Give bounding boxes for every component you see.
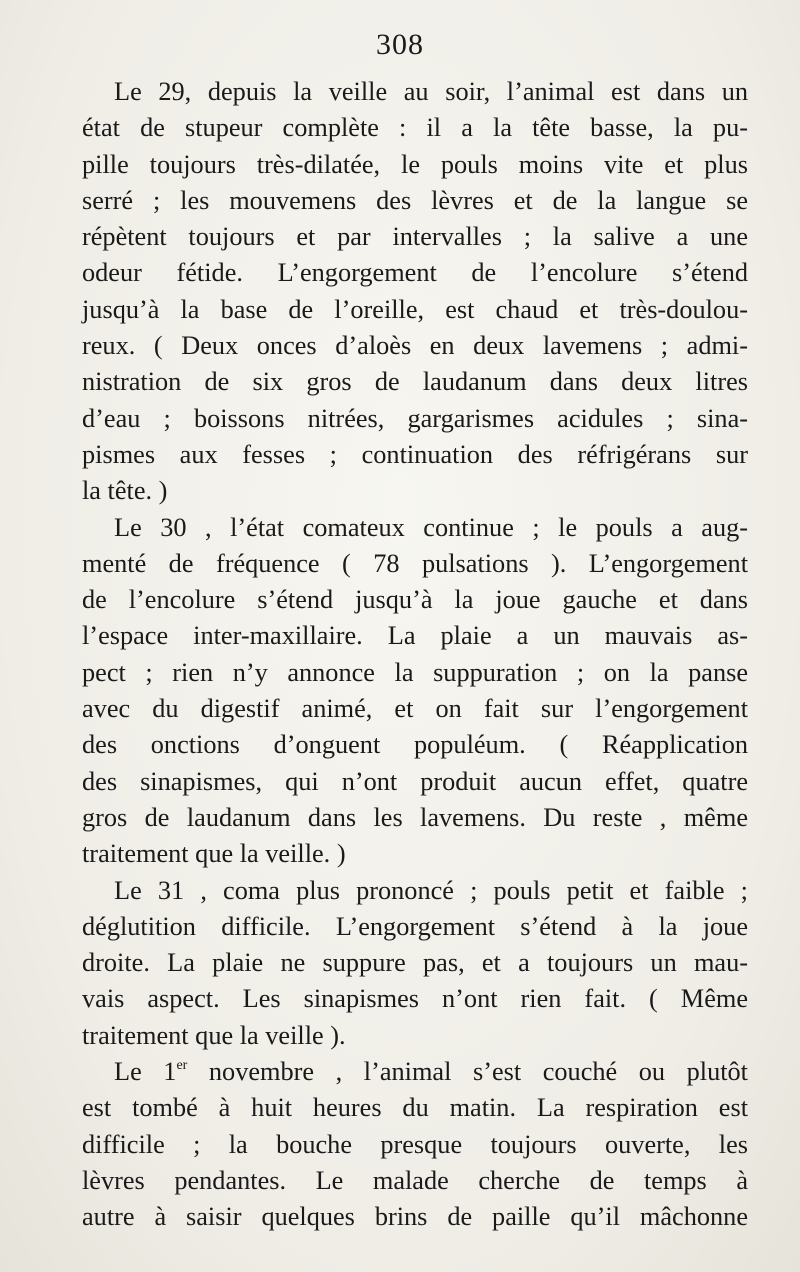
text-line: droite. La plaie ne suppure pas, et a toujours un mau- [82, 948, 748, 978]
text-line: jusqu’à la base de l’oreille, est chaud et très-doulou- [82, 294, 748, 324]
text-line: d’eau ; boissons nitrées, gargarismes acidules ; sina- [82, 403, 748, 433]
text-line: traitement que la veille. ) [82, 839, 346, 869]
text-line: serré ; les mouvemens des lèvres et de la langue se [82, 185, 748, 215]
text-line: pect ; rien n’y annonce la suppuration ; on la panse [82, 657, 748, 687]
text-line: gros de laudanum dans les lavemens. Du reste , même [82, 802, 748, 832]
text-line: traitement que la veille ). [82, 1020, 346, 1050]
text-line: état de stupeur complète : il a la tête basse, la pu- [82, 113, 748, 143]
text-line: pille toujours très-dilatée, le pouls moins vite et plus [82, 149, 748, 179]
paragraph-30 [82, 510, 748, 873]
text-line: est tombé à huit heures du matin. La respiration est [82, 1093, 748, 1123]
text-line: difficile ; la bouche presque toujours ouverte, les [82, 1129, 748, 1159]
text-line: de l’encolure s’étend jusqu’à la joue gauche et dans [82, 585, 748, 615]
text-fragment: Le 1 [114, 1057, 177, 1087]
paragraph-29 [82, 74, 748, 510]
text-line: vais aspect. Les sinapismes n’ont rien fait. ( Même [82, 984, 748, 1014]
text-line: autre à saisir quelques brins de paille qu’il mâchonne [82, 1202, 748, 1232]
paragraph-novembre [82, 1054, 748, 1235]
body-text [82, 74, 748, 1236]
text-line: menté de fréquence ( 78 pulsations ). L’engorgement [82, 548, 748, 578]
text-line: Le 30 , l’état comateux continue ; le pouls a aug- [114, 512, 748, 542]
text-line: Le 29, depuis la veille au soir, l’animal est dans un [114, 77, 748, 106]
paragraph-31 [82, 873, 748, 1054]
text-line: déglutition difficile. L’engorgement s’étend à la joue [82, 911, 748, 941]
superscript-ordinal: er [176, 1058, 188, 1074]
text-line: nistration de six gros de laudanum dans deux litres [82, 367, 748, 397]
text-line: odeur fétide. L’engorgement de l’encolure s’étend [82, 258, 748, 288]
text-line: pismes aux fesses ; continuation des réfrigérans sur [82, 439, 748, 469]
text-line: Le 31 , coma plus prononcé ; pouls petit et faible ; [114, 875, 748, 905]
text-line [82, 1054, 748, 1090]
text-line: l’espace inter-maxillaire. La plaie a un mauvais as- [82, 621, 748, 651]
text-line: des sinapismes, qui n’ont produit aucun effet, quatre [82, 766, 748, 796]
text-line: lèvres pendantes. Le malade cherche de temps à [82, 1165, 748, 1195]
text-line: avec du digestif animé, et on fait sur l’engorgement [82, 694, 748, 724]
page-number: 308 [376, 28, 424, 61]
text-line: reux. ( Deux onces d’aloès en deux lavemens ; admi- [82, 331, 748, 361]
text-fragment: novembre , l’animal s’est couché ou plutôt [187, 1057, 748, 1087]
text-line: répètent toujours et par intervalles ; la salive a une [82, 222, 748, 252]
text-line: des onctions d’onguent populéum. ( Réapplication [82, 730, 748, 760]
text-line: la tête. ) [82, 476, 168, 506]
